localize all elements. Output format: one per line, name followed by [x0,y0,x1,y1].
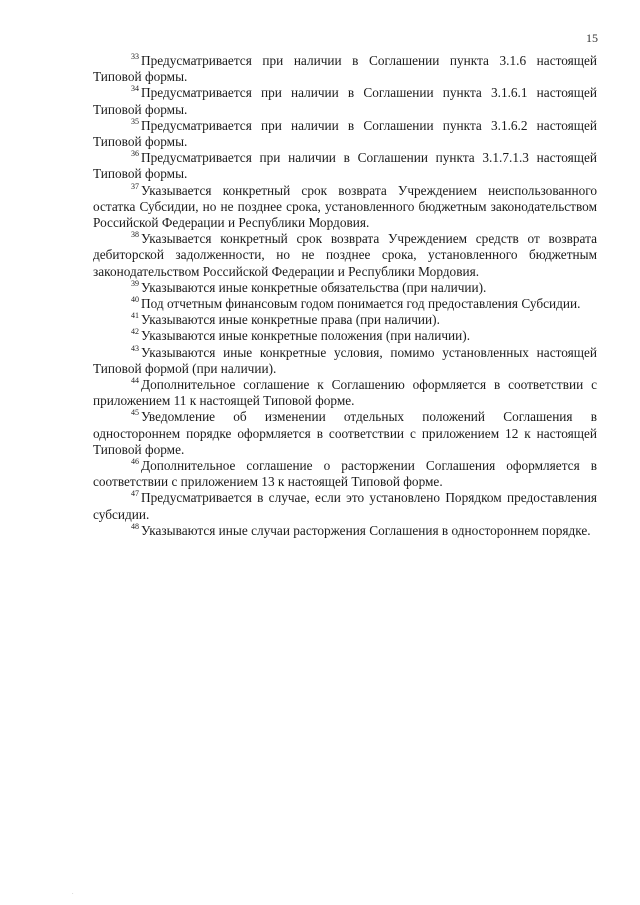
footnote-35 [93,118,597,150]
footnote-46 [93,458,597,490]
footnote-40 [93,296,597,312]
footnote-number: 38 [131,230,139,240]
footnote-text: Дополнительное соглашение к Соглашению оформляется в соответствии с приложением 11 к настоящей Типовой форме. [93,377,597,409]
footnote-48 [93,523,597,539]
footnote-text: Предусматривается при наличии в Соглашении пункта 3.1.6.1 настоящей Типовой формы. [93,85,597,117]
footnote-number: 36 [131,149,139,159]
footnote-number: 46 [131,457,139,467]
footnote-number: 37 [131,181,139,191]
footnote-number: 41 [131,311,139,321]
footnote-number: 43 [131,343,139,353]
footnote-47 [93,490,597,522]
footnote-45 [93,409,597,458]
footnote-text: Дополнительное соглашение о расторжении Соглашения оформляется в соответствии с приложением 13 к настоящей Типовой форме. [93,458,597,490]
footnote-44 [93,377,597,409]
footnote-text: Под отчетным финансовым годом понимается год предоставления Субсидии. [141,296,581,312]
footnote-text: Предусматривается при наличии в Соглашении пункта 3.1.6 настоящей Типовой формы. [93,53,597,85]
footnote-number: 44 [131,376,139,386]
footnote-text: Указываются иные конкретные положения (при наличии). [141,328,471,344]
footnote-number: 39 [131,278,139,288]
footnote-text: Указываются иные конкретные обязательства (при наличии). [141,279,487,295]
footnote-text: Предусматривается при наличии в Соглашении пункта 3.1.6.2 настоящей Типовой формы. [93,117,597,150]
footnote-34 [93,85,597,117]
footnote-number: 47 [131,489,139,499]
footnote-36 [93,150,597,182]
footnote-text: Предусматривается при наличии в Соглашении пункта 3.1.7.1.3 настоящей Типовой формы. [93,150,597,182]
footnote-41 [93,312,597,328]
footnote-number: 35 [131,116,139,126]
footnote-38 [93,231,597,280]
footnote-39 [93,280,597,296]
footnote-42 [93,328,597,344]
footnote-number: 34 [131,84,139,94]
footnote-number: 40 [131,295,139,305]
footnote-text: Указывается конкретный срок возврата Учреждением неиспользованного остатка Субсидии, но не позднее срока, установленного бюджетным законодательством Российской Федерации и Республики Мордовия. [93,182,597,231]
footnote-43 [93,345,597,377]
page-number: 15 [586,31,598,45]
scan-artifact-mark: . [72,890,74,896]
footnote-text: Указываются иные случаи расторжения Соглашения в одностороннем порядке. [141,522,591,538]
footnote-33 [93,53,597,85]
footnote-number: 33 [131,52,139,61]
footnote-text: Указывается конкретный срок возврата Учреждением средств от возврата дебиторской задолженности, но не позднее срока, установленного бюджетным законодательством Российской Федерации и Республики Мордовия. [93,231,597,279]
footnote-text: Указываются иные конкретные права (при наличии). [141,312,440,328]
footnote-number: 48 [131,521,139,531]
footnote-37 [93,183,597,232]
footnote-text: Указываются иные конкретные условия, помимо установленных настоящей Типовой формой (при наличии). [93,344,597,376]
footnote-text: Предусматривается в случае, если это установлено Порядком предоставления субсидии. [93,490,597,522]
footnote-number: 45 [131,408,139,418]
footnote-text: Уведомление об изменении отдельных положений Соглашения в одностороннем порядке оформляется в соответствии с приложением 12 к настоящей Типовой форме. [93,409,597,457]
footnote-number: 42 [131,327,139,337]
footnotes-list [93,53,597,539]
